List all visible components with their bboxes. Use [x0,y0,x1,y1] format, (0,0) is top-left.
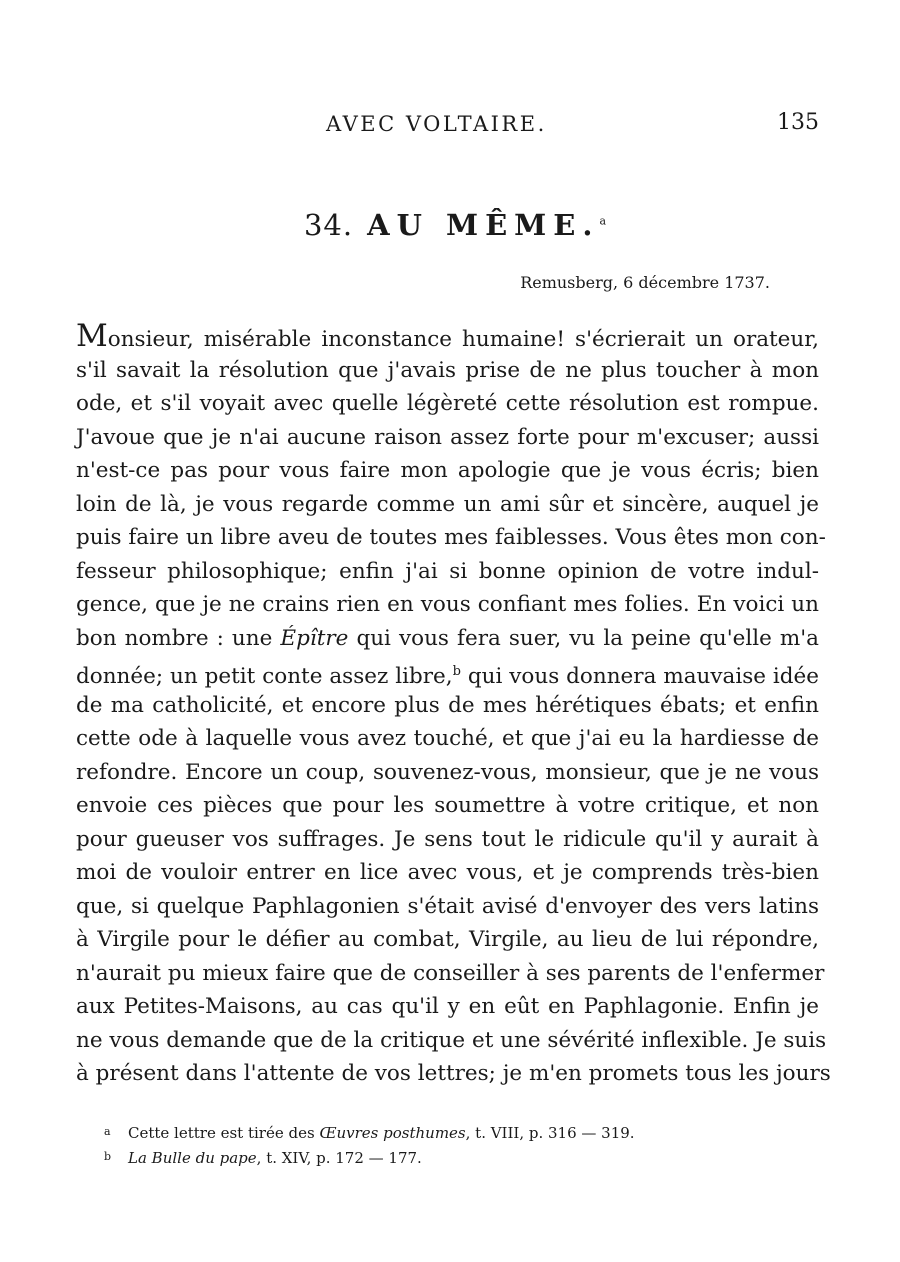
initial-letter: M [76,318,108,354]
body-line: cette ode à laquelle vous avez touché, et que j'ai eu la hardiesse de [76,726,819,751]
body-line: n'aurait pu mieux faire que de conseiller à ses parents de l'enfermer [76,960,825,986]
body-line: moi de vouloir entrer en lice avec vous, et je comprends très-bien [76,860,819,885]
body-line: puis faire un libre aveu de toutes mes faiblesses. Vous êtes mon con- [76,525,826,550]
letter-number: 34. [303,208,354,242]
body-line: à Virgile pour le défier au combat, Virgile, au lieu de lui répondre, [76,927,819,952]
body-line: envoie ces pièces que pour les soumettre à votre critique, et non [76,793,819,818]
body-line: donnée; un petit conte assez libre,$^b$ qui vous donnera mauvaise idée [76,664,819,690]
body-line: de ma catholicité, et encore plus de mes hérétiques ébats; et enfin [76,692,819,718]
body-line: ne vous demande que de la critique et une sévérité inflexible. Je suis [76,1027,827,1053]
footnote-mark: b [104,1150,112,1163]
running-head [0,112,900,142]
footnote [104,1119,824,1144]
footnote [104,1144,824,1169]
body-line: J'avoue que je n'ai aucune raison assez forte pour m'excuser; aussi [76,424,819,450]
footnotes [104,1119,824,1169]
body-line: à présent dans l'attente de vos lettres; je m'en promets tous les jours [76,1061,831,1086]
body-line: que, si quelque Paphlagonien s'était avisé d'envoyer des vers latins [76,893,819,919]
footnote-ref-a: a [599,214,607,228]
page-number: 135 [777,110,819,135]
running-head-title: AVEC VOLTAIRE. [326,112,547,136]
letter-body [76,318,831,1091]
body-line [76,320,819,354]
body-line: loin de là, je vous regarde comme un ami sûr et sincère, auquel je [76,491,819,517]
body-line: fesseur philosophique; enfin j'ai si bonne opinion de votre indul- [76,558,819,584]
body-line: ode, et s'il voyait avec quelle légèreté cette résolution est rompue. [76,391,819,416]
line-text: onsieur, misérable inconstance humaine! s'écrierait un orateur, [107,327,819,352]
body-line: bon nombre : une Épître qui vous fera suer, vu la peine qu'elle m'a [76,625,819,651]
body-line: aux Petites-Maisons, au cas qu'il y en eût en Paphlagonie. Enfin je [76,994,819,1019]
body-line: n'est-ce pas pour vous faire mon apologie que je vous écris; bien [76,458,819,483]
body-line: s'il savait la résolution que j'avais prise de ne plus toucher à mon [76,357,819,383]
footnote-text: La Bulle du pape, t. XIV, p. 172 — 177. [128,1149,422,1167]
footnote-mark: a [104,1125,111,1138]
letter-heading [0,208,900,242]
body-line: refondre. Encore un coup, souvenez-vous, monsieur, que je ne vous [76,759,819,785]
dateline: Remusberg, 6 décembre 1737. [520,273,770,292]
footnote-text: Cette lettre est tirée des Œuvres posthumes, t. VIII, p. 316 — 319. [128,1124,635,1142]
body-line: pour gueuser vos suffrages. Je sens tout le ridicule qu'il y aurait à [76,826,819,852]
letter-title: AU MÊME. [367,208,600,242]
body-line: gence, que je ne crains rien en vous confiant mes folies. En voici un [76,592,819,617]
